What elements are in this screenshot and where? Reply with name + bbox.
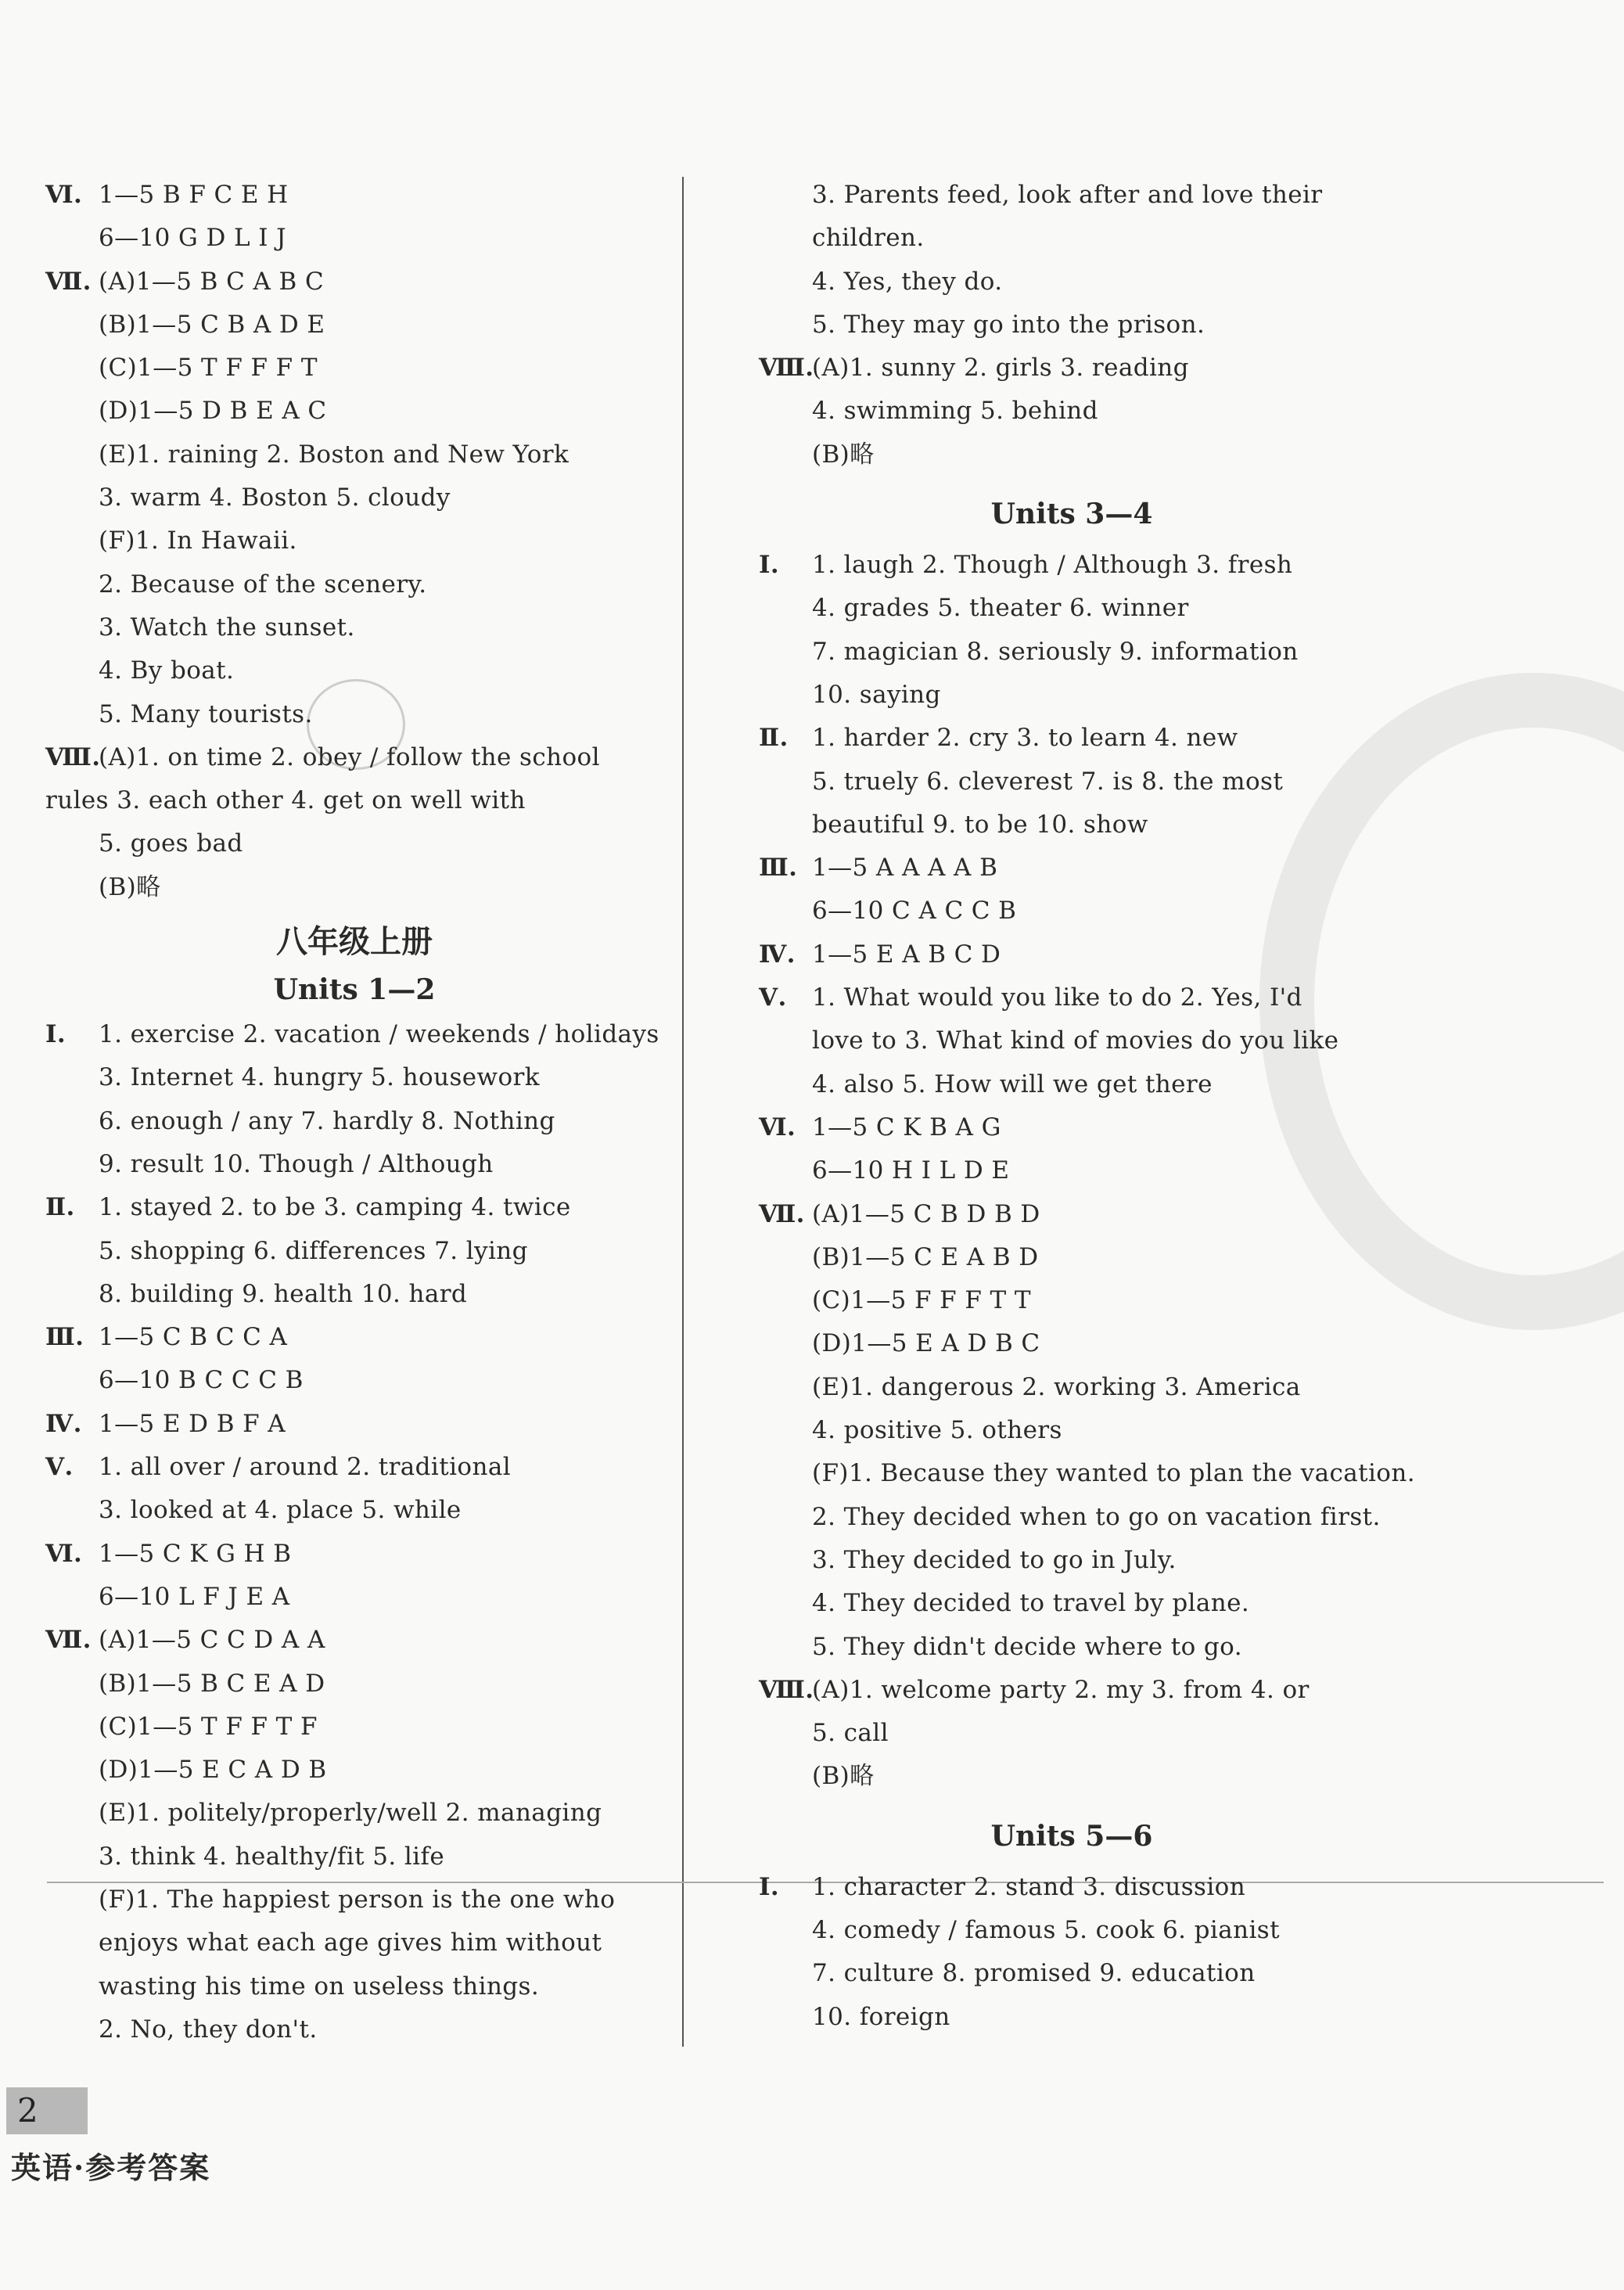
roman-numeral: Ⅶ.: [45, 267, 92, 296]
answer-text: (C)1—5 F F F T T: [812, 1286, 1031, 1315]
answer-line: [45, 1359, 663, 1402]
answer-text: (B)略: [812, 1762, 875, 1791]
answer-line: [759, 304, 1385, 347]
answer-text: 7. culture 8. promised 9. education: [812, 1959, 1256, 1988]
answer-line: [759, 217, 1385, 260]
answer-line: [45, 1663, 663, 1706]
answer-text: 9. result 10. Though / Although: [99, 1149, 494, 1178]
answer-text: rules 3. each other 4. get on well with: [45, 786, 526, 815]
answer-text: 6—10 H I L D E: [812, 1156, 1010, 1185]
units-title: Units 1—2: [273, 973, 436, 1007]
answer-line: [759, 1366, 1385, 1409]
answer-text: beautiful 9. to be 10. show: [812, 810, 1148, 839]
answer-text: 4. grades 5. theater 6. winner: [812, 594, 1189, 623]
right-block-3: [759, 1866, 1385, 2039]
answer-text: wasting his time on useless things.: [99, 1972, 540, 2001]
answer-text: (A)1—5 C B D B D: [812, 1199, 1040, 1228]
answer-text: (A)1—5 C C D A A: [99, 1626, 325, 1655]
answer-text: 4. swimming 5. behind: [812, 397, 1098, 426]
answer-text: 1—5 E D B F A: [99, 1409, 286, 1438]
answer-text: 5. They may go into the prison.: [812, 310, 1205, 339]
answer-text: 4. They decided to travel by plane.: [812, 1589, 1250, 1618]
answer-line: [45, 390, 663, 433]
answer-line: [45, 1273, 663, 1316]
answer-text: (B)略: [99, 872, 161, 901]
answer-text: 6—10 G D L I J: [99, 224, 286, 253]
answer-text: 3. Parents feed, look after and love their: [812, 181, 1323, 209]
answer-line: [759, 803, 1385, 847]
answer-line: [45, 1186, 663, 1229]
answer-line: [45, 693, 663, 736]
answer-line: [45, 1619, 663, 1662]
answer-line: [45, 476, 663, 519]
answer-line: [45, 1446, 663, 1489]
roman-numeral: Ⅳ.: [759, 940, 796, 969]
answer-text: 4. also 5. How will we get there: [812, 1070, 1213, 1098]
answer-line: [45, 2008, 663, 2051]
roman-numeral: Ⅷ.: [759, 354, 814, 383]
answer-text: 3. warm 4. Boston 5. cloudy: [99, 484, 451, 512]
answer-line: [45, 1056, 663, 1099]
answer-text: 1. exercise 2. vacation / weekends / holidays: [99, 1020, 659, 1049]
answer-text: 7. magician 8. seriously 9. information: [812, 637, 1299, 666]
answer-line: [759, 1409, 1385, 1452]
answer-text: (D)1—5 E A D B C: [812, 1329, 1040, 1358]
roman-numeral: Ⅵ.: [759, 1113, 796, 1141]
answer-text: 1. stayed 2. to be 3. camping 4. twice: [99, 1193, 571, 1222]
answer-text: love to 3. What kind of movies do you like: [812, 1026, 1339, 1055]
answer-text: (C)1—5 T F F F T: [99, 354, 318, 383]
answer-text: 1—5 C K B A G: [812, 1113, 1001, 1141]
answer-text: 6. enough / any 7. hardly 8. Nothing: [99, 1106, 555, 1135]
answer-line: [45, 1835, 663, 1878]
roman-numeral: Ⅶ.: [45, 1626, 92, 1655]
answer-line: [45, 606, 663, 649]
answer-text: (A)1. on time 2. obey / follow the school: [99, 742, 600, 771]
answer-line: [45, 736, 663, 779]
answer-line: [45, 261, 663, 304]
answer-line: [759, 890, 1385, 933]
answer-text: 5. shopping 6. differences 7. lying: [99, 1236, 528, 1265]
answer-line: [759, 1755, 1385, 1798]
roman-numeral: Ⅷ.: [45, 742, 101, 771]
right-block-2: [759, 544, 1415, 1799]
answer-line: [45, 174, 663, 217]
answer-line: [45, 433, 663, 476]
answer-line: [759, 1452, 1415, 1495]
answer-line: [45, 1403, 663, 1446]
answer-line: [45, 649, 663, 692]
answer-text: 5. truely 6. cleverest 7. is 8. the most: [812, 767, 1284, 796]
column-divider: [682, 177, 684, 2047]
grade-title: 八年级上册: [276, 923, 433, 961]
answer-text: (B)1—5 B C E A D: [99, 1669, 325, 1698]
answer-text: (A)1. sunny 2. girls 3. reading: [812, 354, 1189, 383]
answer-line: [759, 1322, 1385, 1365]
answer-text: (A)1—5 B C A B C: [99, 267, 325, 296]
answer-text: 10. foreign: [812, 2002, 950, 2031]
left-block-2: [45, 1013, 663, 2051]
answer-text: children.: [812, 224, 925, 253]
answer-line: [45, 217, 663, 260]
answer-line: [759, 1019, 1385, 1062]
answer-line: [759, 1496, 1385, 1539]
answer-line: [759, 544, 1385, 587]
answer-text: 3. looked at 4. place 5. while: [99, 1496, 462, 1525]
roman-numeral: Ⅰ.: [759, 1872, 780, 1901]
answer-line: [759, 1149, 1385, 1192]
answer-text: (D)1—5 E C A D B: [99, 1756, 327, 1785]
answer-line: [45, 347, 663, 390]
answer-text: (F)1. In Hawaii.: [99, 527, 297, 555]
answer-line: [45, 1230, 663, 1273]
answer-line: [759, 1582, 1385, 1625]
roman-numeral: Ⅴ.: [45, 1453, 74, 1482]
page-number: 2: [6, 2087, 88, 2134]
answer-line: [45, 779, 663, 822]
left-column: [45, 174, 663, 2051]
answer-line: [759, 933, 1385, 976]
answer-text: 3. Watch the sunset.: [99, 613, 355, 642]
answer-text: 10. saying: [812, 680, 941, 709]
answer-line: [45, 1792, 663, 1835]
answer-line: [45, 1489, 663, 1532]
answer-text: (E)1. raining 2. Boston and New York: [99, 440, 569, 469]
answer-line: [759, 261, 1385, 304]
answer-line: [759, 1193, 1385, 1236]
answer-text: 1—5 C B C C A: [99, 1323, 288, 1352]
answer-line: [45, 1749, 663, 1792]
answer-text: 4. positive 5. others: [812, 1416, 1062, 1445]
answer-text: enjoys what each age gives him without: [99, 1929, 602, 1957]
footer-title: 英语·参考答案: [11, 2150, 211, 2185]
roman-numeral: Ⅲ.: [45, 1323, 84, 1352]
answer-line: [759, 1866, 1385, 1909]
answer-text: 1. character 2. stand 3. discussion: [812, 1872, 1246, 1901]
answer-line: [759, 631, 1385, 674]
answer-text: (B)1—5 C B A D E: [99, 310, 325, 339]
answer-text: (D)1—5 D B E A C: [99, 397, 327, 426]
answer-line: [45, 822, 663, 865]
roman-numeral: Ⅴ.: [759, 983, 787, 1012]
answer-text: 5. goes bad: [99, 829, 243, 858]
answer-text: 1—5 A A A A B: [812, 854, 998, 883]
answer-text: 6—10 L F J E A: [99, 1582, 290, 1611]
answer-line: [45, 1576, 663, 1619]
roman-numeral: Ⅷ.: [759, 1675, 814, 1704]
answer-text: 2. No, they don't.: [99, 2015, 318, 2044]
answer-line: [759, 1626, 1385, 1669]
answer-text: (A)1. welcome party 2. my 3. from 4. or: [812, 1675, 1310, 1704]
answer-text: 5. They didn't decide where to go.: [812, 1632, 1242, 1661]
answer-line: [45, 1533, 663, 1576]
answer-line: [45, 304, 663, 347]
answer-line: [45, 1013, 663, 1056]
answer-line: [45, 1965, 663, 2008]
answer-text: 5. call: [812, 1719, 889, 1748]
answer-line: [759, 1236, 1385, 1279]
roman-numeral: Ⅲ.: [759, 854, 798, 883]
answer-line: [759, 1669, 1385, 1712]
roman-numeral: Ⅱ.: [759, 724, 789, 753]
answer-text: 5. Many tourists.: [99, 699, 313, 728]
answer-line: [45, 866, 663, 909]
roman-numeral: Ⅰ.: [45, 1020, 66, 1049]
right-column: [759, 174, 1415, 2039]
answer-text: 1. all over / around 2. traditional: [99, 1453, 512, 1482]
answer-text: 1—5 E A B C D: [812, 940, 1001, 969]
answer-text: 6—10 C A C C B: [812, 897, 1017, 926]
roman-numeral: Ⅵ.: [45, 1539, 83, 1568]
answer-text: 6—10 B C C C B: [99, 1366, 304, 1395]
answer-line: [759, 674, 1385, 717]
answer-text: 3. Internet 4. hungry 5. housework: [99, 1063, 540, 1092]
answer-line: [759, 847, 1385, 890]
answer-line: [759, 1279, 1385, 1322]
answer-line: [759, 1712, 1385, 1755]
answer-text: 3. think 4. healthy/fit 5. life: [99, 1842, 445, 1871]
units-title: Units 5—6: [990, 1819, 1153, 1853]
answer-line: [759, 717, 1385, 760]
answer-text: 1—5 B F C E H: [99, 181, 289, 209]
answer-line: [45, 519, 663, 563]
answer-text: 4. By boat.: [99, 656, 235, 685]
answer-text: 3. They decided to go in July.: [812, 1545, 1177, 1574]
answer-line: [759, 1106, 1385, 1149]
answer-text: 1. harder 2. cry 3. to learn 4. new: [812, 724, 1238, 753]
answer-text: (F)1. The happiest person is the one who: [99, 1885, 616, 1914]
answer-text: (B)1—5 C E A B D: [812, 1242, 1039, 1271]
answer-text: (B)略: [812, 440, 875, 469]
answer-line: [759, 760, 1385, 803]
answer-text: 4. comedy / famous 5. cook 6. pianist: [812, 1915, 1280, 1944]
answer-text: 1. laugh 2. Though / Although 3. fresh: [812, 551, 1293, 580]
answer-line: [759, 587, 1385, 630]
left-block-1: [45, 174, 663, 909]
answer-text: 2. They decided when to go on vacation first.: [812, 1502, 1381, 1531]
roman-numeral: Ⅵ.: [45, 181, 83, 209]
right-block-1: [759, 174, 1385, 476]
answer-text: 1. What would you like to do 2. Yes, I'd: [812, 983, 1302, 1012]
answer-line: [45, 1100, 663, 1143]
answer-line: [45, 1706, 663, 1749]
answer-line: [759, 1952, 1385, 1995]
answer-text: 8. building 9. health 10. hard: [99, 1279, 468, 1308]
answer-line: [759, 174, 1385, 217]
answer-line: [45, 563, 663, 606]
answer-line: [759, 347, 1385, 390]
answer-text: 2. Because of the scenery.: [99, 570, 427, 599]
answer-text: 1—5 C K G H B: [99, 1539, 292, 1568]
answer-text: (C)1—5 T F F T F: [99, 1712, 318, 1741]
answer-line: [759, 1909, 1385, 1952]
answer-line: [45, 1878, 663, 1922]
answer-text: (F)1. Because they wanted to plan the vacation.: [812, 1459, 1415, 1488]
answer-text: (E)1. dangerous 2. working 3. America: [812, 1372, 1301, 1401]
answer-line: [759, 390, 1385, 433]
roman-numeral: Ⅶ.: [759, 1199, 805, 1228]
units-title: Units 3—4: [990, 498, 1153, 531]
answer-line: [759, 976, 1385, 1019]
roman-numeral: Ⅰ.: [759, 551, 780, 580]
answer-line: [759, 1996, 1385, 2039]
answer-line: [45, 1922, 663, 1965]
answer-line: [759, 433, 1385, 476]
answer-line: [759, 1063, 1385, 1106]
roman-numeral: Ⅳ.: [45, 1409, 82, 1438]
answer-text: 4. Yes, they do.: [812, 267, 1003, 296]
answer-text: (E)1. politely/properly/well 2. managing: [99, 1799, 602, 1828]
answer-line: [45, 1143, 663, 1186]
roman-numeral: Ⅱ.: [45, 1193, 75, 1222]
answer-line: [759, 1539, 1385, 1582]
answer-line: [45, 1316, 663, 1359]
